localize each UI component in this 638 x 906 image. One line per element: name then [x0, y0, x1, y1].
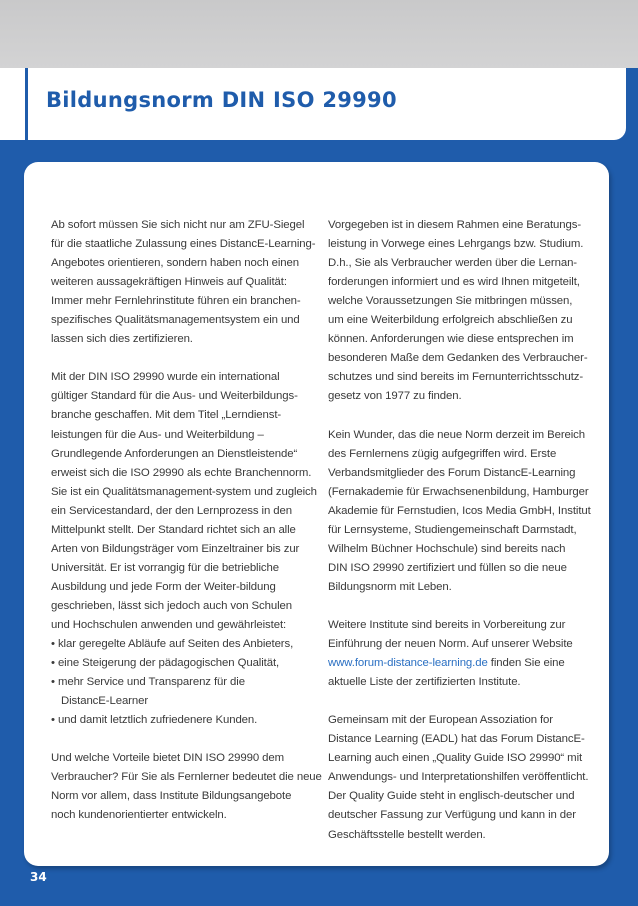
paragraph [328, 616, 596, 692]
paragraph [328, 426, 596, 597]
text-line: Geschäftsstelle bestellt werden. [328, 828, 486, 841]
text-line: Gemeinsam mit der European Assoziation for [328, 714, 553, 727]
text-line: Universität. Er ist vorrangig für die betriebliche [51, 561, 279, 574]
text-line: Learning auch einen „Quality Guide ISO 29990“ mit [328, 752, 583, 765]
text-line: Grundlegende Anforderungen an Dienstleistende“ [51, 447, 298, 460]
text-line: Mit der DIN ISO 29990 wurde ein international [51, 371, 280, 384]
text-line: schutzes und sind bereits im Fernunterrichtsschutz- [328, 371, 584, 384]
text-line: Wilhelm Büchner Hochschule) sind bereits nach [328, 542, 566, 555]
text-line: besonderen Maße dem Gedanken des Verbraucher- [328, 352, 588, 365]
bullet-item: • und damit letztlich zufriedenere Kunden. [51, 714, 258, 727]
title-accent-stripe [25, 68, 28, 140]
left-column [51, 216, 322, 826]
text-line: Und welche Vorteile bietet DIN ISO 29990 dem [51, 752, 285, 765]
text-line: Norm vor allem, dass Institute Bildungsangebote [51, 790, 292, 803]
text-line: erweist sich die ISO 29990 als echte Branchennorm. [51, 466, 312, 479]
text-line: Verbraucher? Für Sie als Fernlerner bedeutet die neue [51, 771, 322, 784]
text-line: Der Quality Guide steht in englisch-deutscher und [328, 790, 575, 803]
text-line: Ab sofort müssen Sie sich nicht nur am ZFU-Siegel [51, 219, 305, 231]
paragraph [328, 216, 596, 406]
text-line: Angebotes orientieren, sondern haben noch einen [51, 257, 299, 270]
top-gray-band [0, 0, 638, 68]
bullet-item: • klar geregelte Abläufe auf Seiten des Anbieters, [51, 638, 294, 651]
paragraph [328, 711, 596, 844]
text-line: Verbandsmitglieder des Forum DistancE-Learning [328, 466, 576, 479]
text-line: Arten von Bildungsträger vom Einzeltrainer bis zur [51, 542, 300, 555]
text-line: Ausbildung und jede Form der Weiter-bildung [51, 580, 276, 593]
text-line: noch kundenorientierter entwickeln. [51, 809, 227, 822]
paragraph-gap [51, 730, 313, 749]
text-line: DIN ISO 29990 zertifiziert und füllen so die neue [328, 561, 567, 574]
paragraph-gap [328, 692, 596, 711]
text-line: leistung in Vorwege eines Lehrgangs bzw. Studium. [328, 238, 584, 251]
text-line: (Fernakademie für Erwachsenenbildung, Hamburger [328, 485, 589, 498]
text-line: des Fernlernens zügig aufgegriffen wird. Erste [328, 447, 557, 460]
paragraph-gap [328, 597, 596, 616]
text-line: Immer mehr Fernlehrinstitute führen ein branchen- [51, 295, 301, 308]
text-line: Distance Learning (EADL) hat das Forum DistancE- [328, 733, 585, 746]
text-line: um eine Weiterbildung erfolgreich abschließen zu [328, 314, 573, 327]
bullet-item: • mehr Service und Transparenz für die [51, 676, 245, 689]
text-line: leistungen für die Aus- und Weiterbildung – [51, 428, 264, 441]
text-line: Mittelpunkt stellt. Der Standard richtet sich an alle [51, 523, 296, 536]
text-line: Einführung der neuen Norm. Auf unserer Website [328, 638, 573, 651]
text-line: forderungen informiert und es wird Ihnen mitgeteilt, [328, 276, 580, 289]
bullet-item-continuation: DistancE-Learner [61, 695, 149, 708]
text-line: geschrieben, lässt sich jedoch auch von Schulen [51, 599, 292, 612]
text-line: weiteren aussagekräftigen Hinweis auf Qualität: [51, 276, 287, 289]
text-line: gesetz von 1977 zu finden. [328, 390, 462, 403]
text-line: für die staatliche Zulassung eines DistancE-Learning- [51, 238, 316, 251]
text-line: Bildungsnorm mit Leben. [328, 580, 452, 593]
text-line: für Lernsysteme, Studiengemeinschaft Darmstadt, [328, 523, 577, 536]
paragraph-gap [51, 349, 313, 368]
text-line: Sie ist ein Qualitätsmanagement-system und zugleich [51, 485, 317, 498]
right-column [328, 216, 596, 845]
page-title: Bildungsnorm DIN ISO 29990 [46, 88, 397, 112]
bullet-list [51, 635, 313, 730]
paragraph [51, 749, 322, 825]
paragraph-gap [328, 406, 596, 425]
text-fragment: finden Sie eine [487, 657, 565, 670]
text-line: Weitere Institute sind bereits in Vorbereitung zur [328, 618, 566, 631]
website-link[interactable]: www.forum-distance-learning.de [328, 657, 488, 670]
title-bar [0, 68, 626, 140]
text-line: deutscher Fassung zur Verfügung und kann in der [328, 809, 576, 822]
text-line: Kein Wunder, das die neue Norm derzeit im Bereich [328, 428, 586, 441]
text-line: und Hochschulen anwenden und gewährleistet: [51, 618, 287, 631]
text-line: können. Anforderungen wie diese entsprechen im [328, 333, 574, 346]
text-line: Anwendungs- und Interpretationshilfen veröffentlicht. [328, 771, 589, 784]
paragraph [51, 368, 317, 635]
page-number: 34 [30, 870, 47, 884]
text-line: aktuelle Liste der zertifizierten Institute. [328, 676, 521, 689]
text-line: Akademie für Fernstudien, Icos Media GmbH, Institut [328, 504, 591, 517]
text-line: Vorgegeben ist in diesem Rahmen eine Beratungs- [328, 219, 582, 231]
text-line: D.h., Sie als Verbraucher werden über die Lernan- [328, 257, 578, 270]
text-line: spezifisches Qualitätsmanagementsystem ein und [51, 314, 300, 327]
text-line: gültiger Standard für die Aus- und Weiterbildungs- [51, 390, 298, 403]
text-line: branche geschaffen. Mit dem Titel „Lerndienst- [51, 409, 282, 422]
text-line: lassen sich dies zertifizieren. [51, 333, 193, 346]
paragraph [51, 216, 316, 349]
bullet-item: • eine Steigerung der pädagogischen Qualität, [51, 657, 280, 670]
text-line: welche Voraussetzungen Sie mitbringen müssen, [328, 295, 573, 308]
text-line [328, 654, 596, 673]
text-line: ein Servicestandard, der den Lernprozess in den [51, 504, 292, 517]
